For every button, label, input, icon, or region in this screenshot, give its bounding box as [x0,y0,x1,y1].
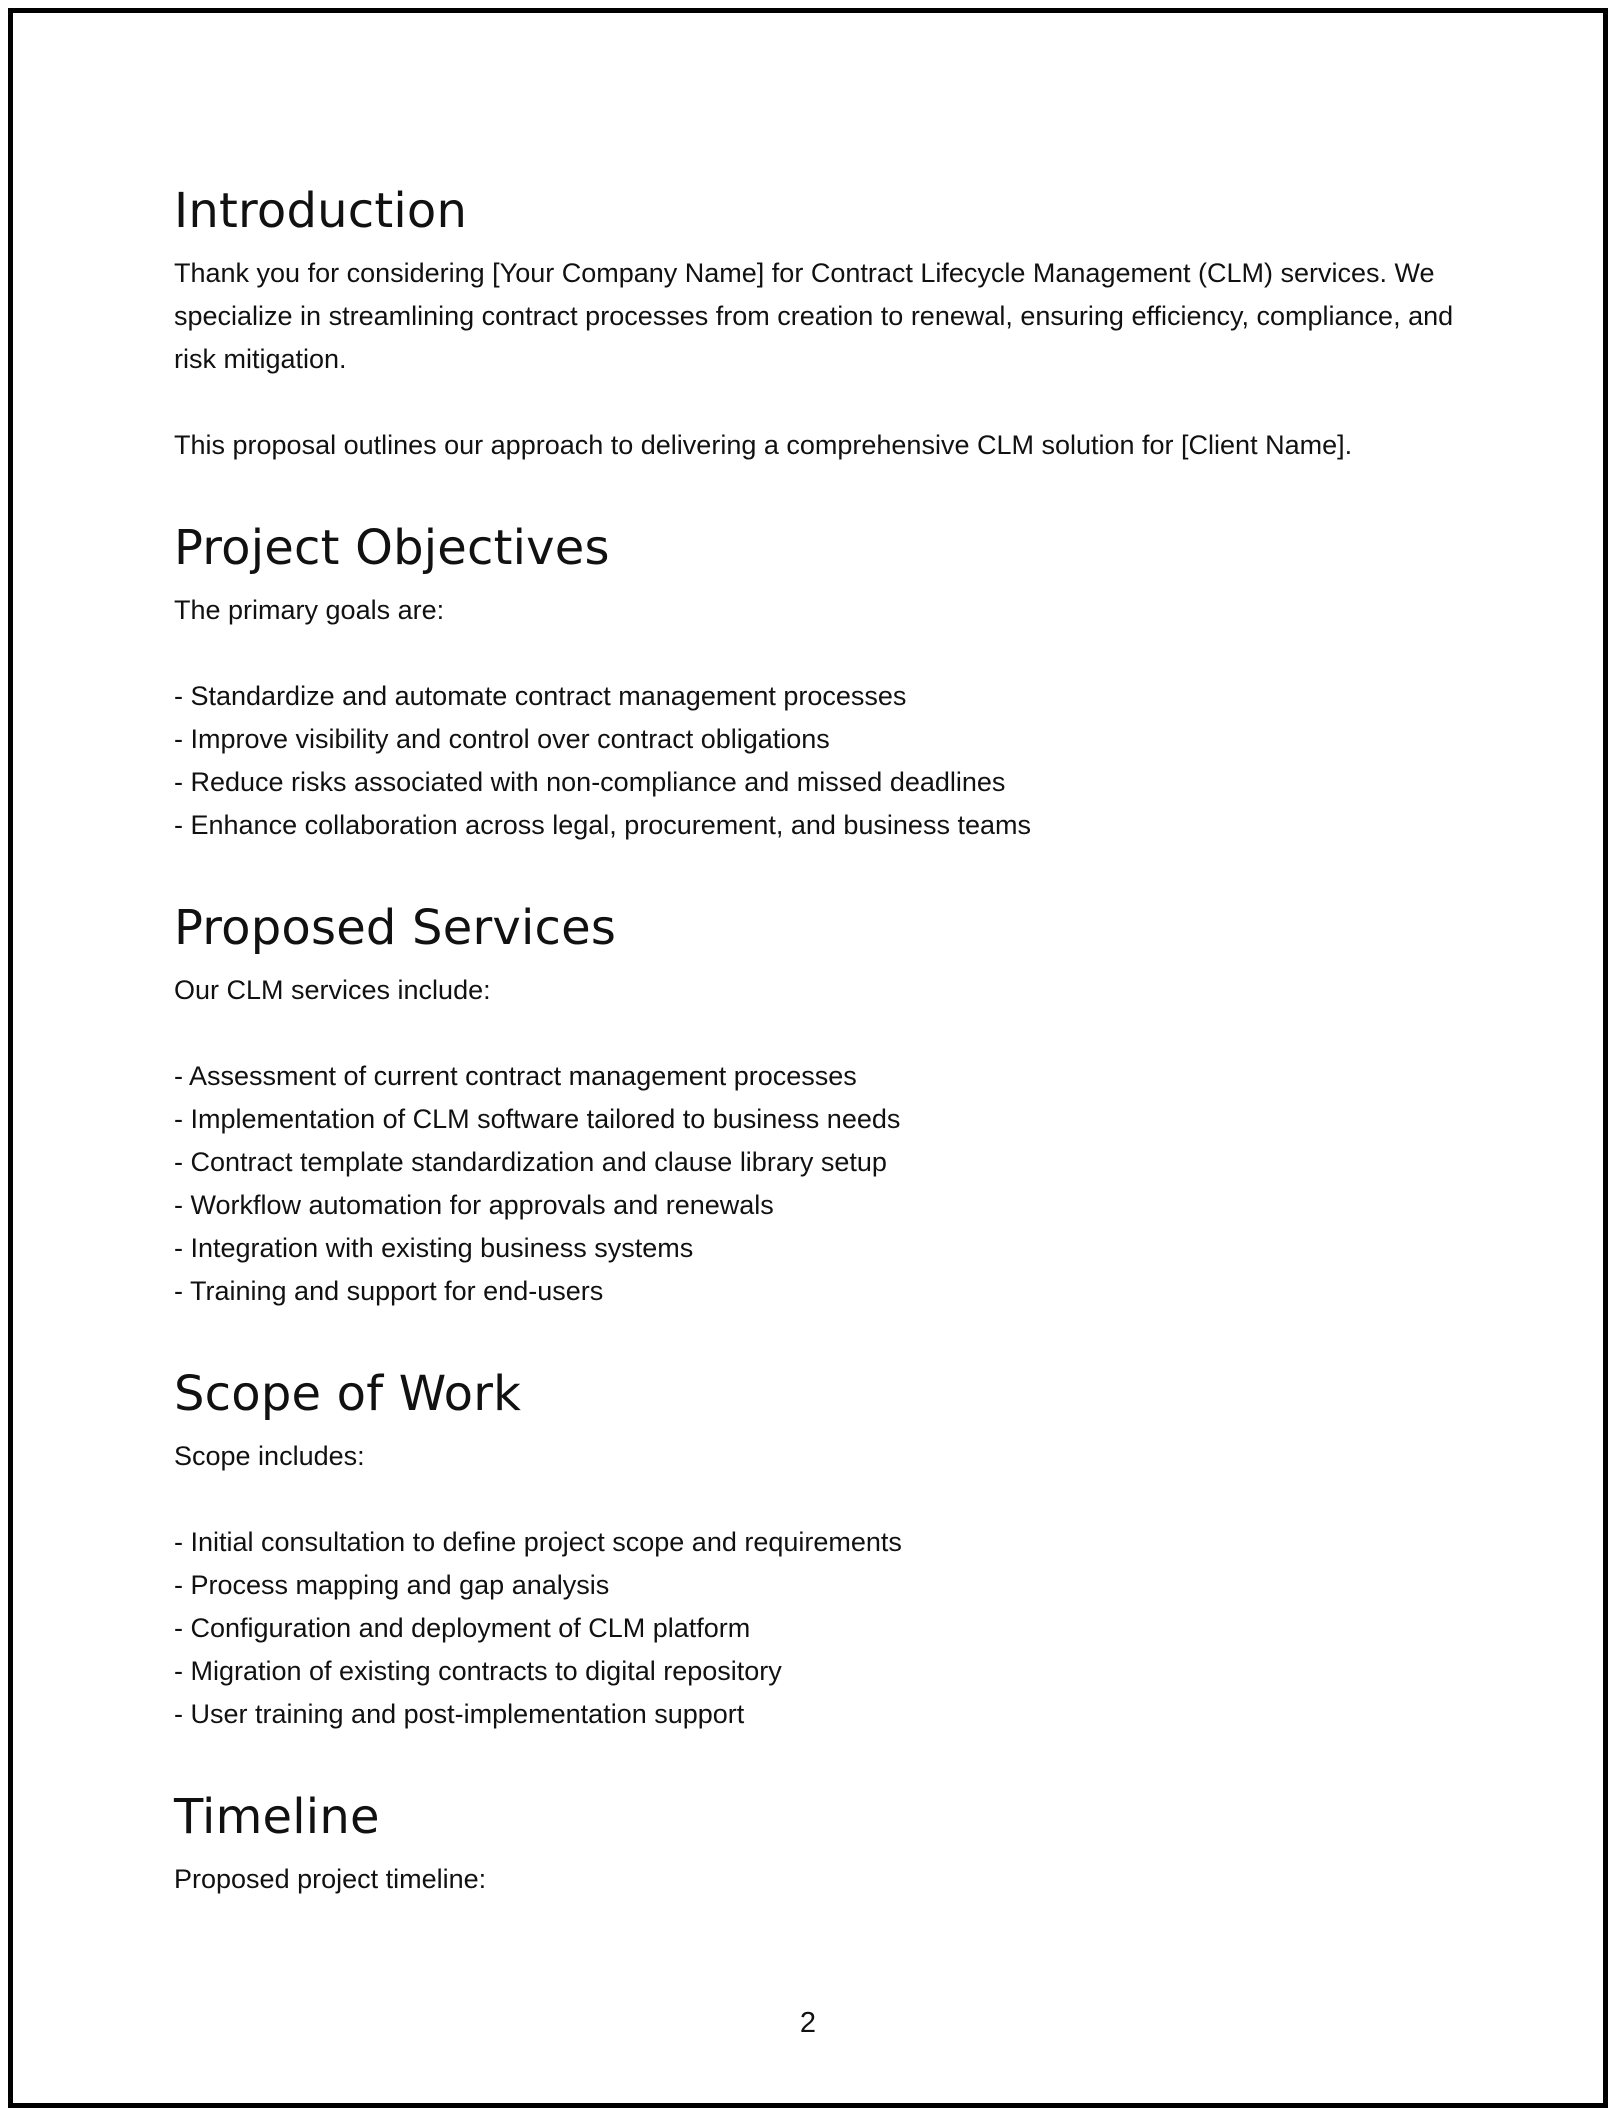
objectives-intro: The primary goals are: [174,595,445,625]
services-intro: Our CLM services include: [174,975,491,1005]
list-item: - Initial consultation to define project scope and requirements [174,1527,902,1557]
list-item: - Workflow automation for approvals and renewals [174,1190,774,1220]
list-item: - Migration of existing contracts to digital repository [174,1656,782,1686]
list-item: - Implementation of CLM software tailored to business needs [174,1104,901,1134]
intro-paragraph-2: This proposal outlines our approach to delivering a comprehensive CLM solution for [Client Name]. [174,430,1353,460]
list-item: - Standardize and automate contract management processes [174,681,907,711]
section-heading-timeline: Timeline [174,1789,380,1845]
section-heading-scope: Scope of Work [174,1366,522,1422]
list-item: - Training and support for end-users [174,1276,604,1306]
list-item: - Process mapping and gap analysis [174,1570,610,1600]
list-item: - Contract template standardization and clause library setup [174,1147,887,1177]
services-list [174,1055,1494,1313]
list-item: - Configuration and deployment of CLM platform [174,1613,751,1643]
page-content [174,178,1494,1901]
document-page [8,8,1608,2108]
list-item: - Assessment of current contract management processes [174,1061,857,1091]
section-heading-objectives: Project Objectives [174,520,610,576]
list-item: - Improve visibility and control over contract obligations [174,724,830,754]
intro-paragraph-1: Thank you for considering [Your Company Name] for Contract Lifecycle Management (CLM) services. We specialize in streamlining contract processes from creation to renewal, ensuring efficiency, compliance, and risk mitigation. [174,258,1454,374]
page-number: 2 [799,2007,817,2039]
list-item: - User training and post-implementation support [174,1699,745,1729]
list-item: - Integration with existing business systems [174,1233,694,1263]
section-heading-services: Proposed Services [174,900,617,956]
scope-list [174,1521,1494,1736]
section-heading-introduction: Introduction [174,183,468,239]
list-item: - Reduce risks associated with non-compliance and missed deadlines [174,767,1006,797]
list-item: - Enhance collaboration across legal, procurement, and business teams [174,810,1031,840]
scope-intro: Scope includes: [174,1441,365,1471]
timeline-intro: Proposed project timeline: [174,1864,487,1894]
objectives-list [174,675,1494,847]
